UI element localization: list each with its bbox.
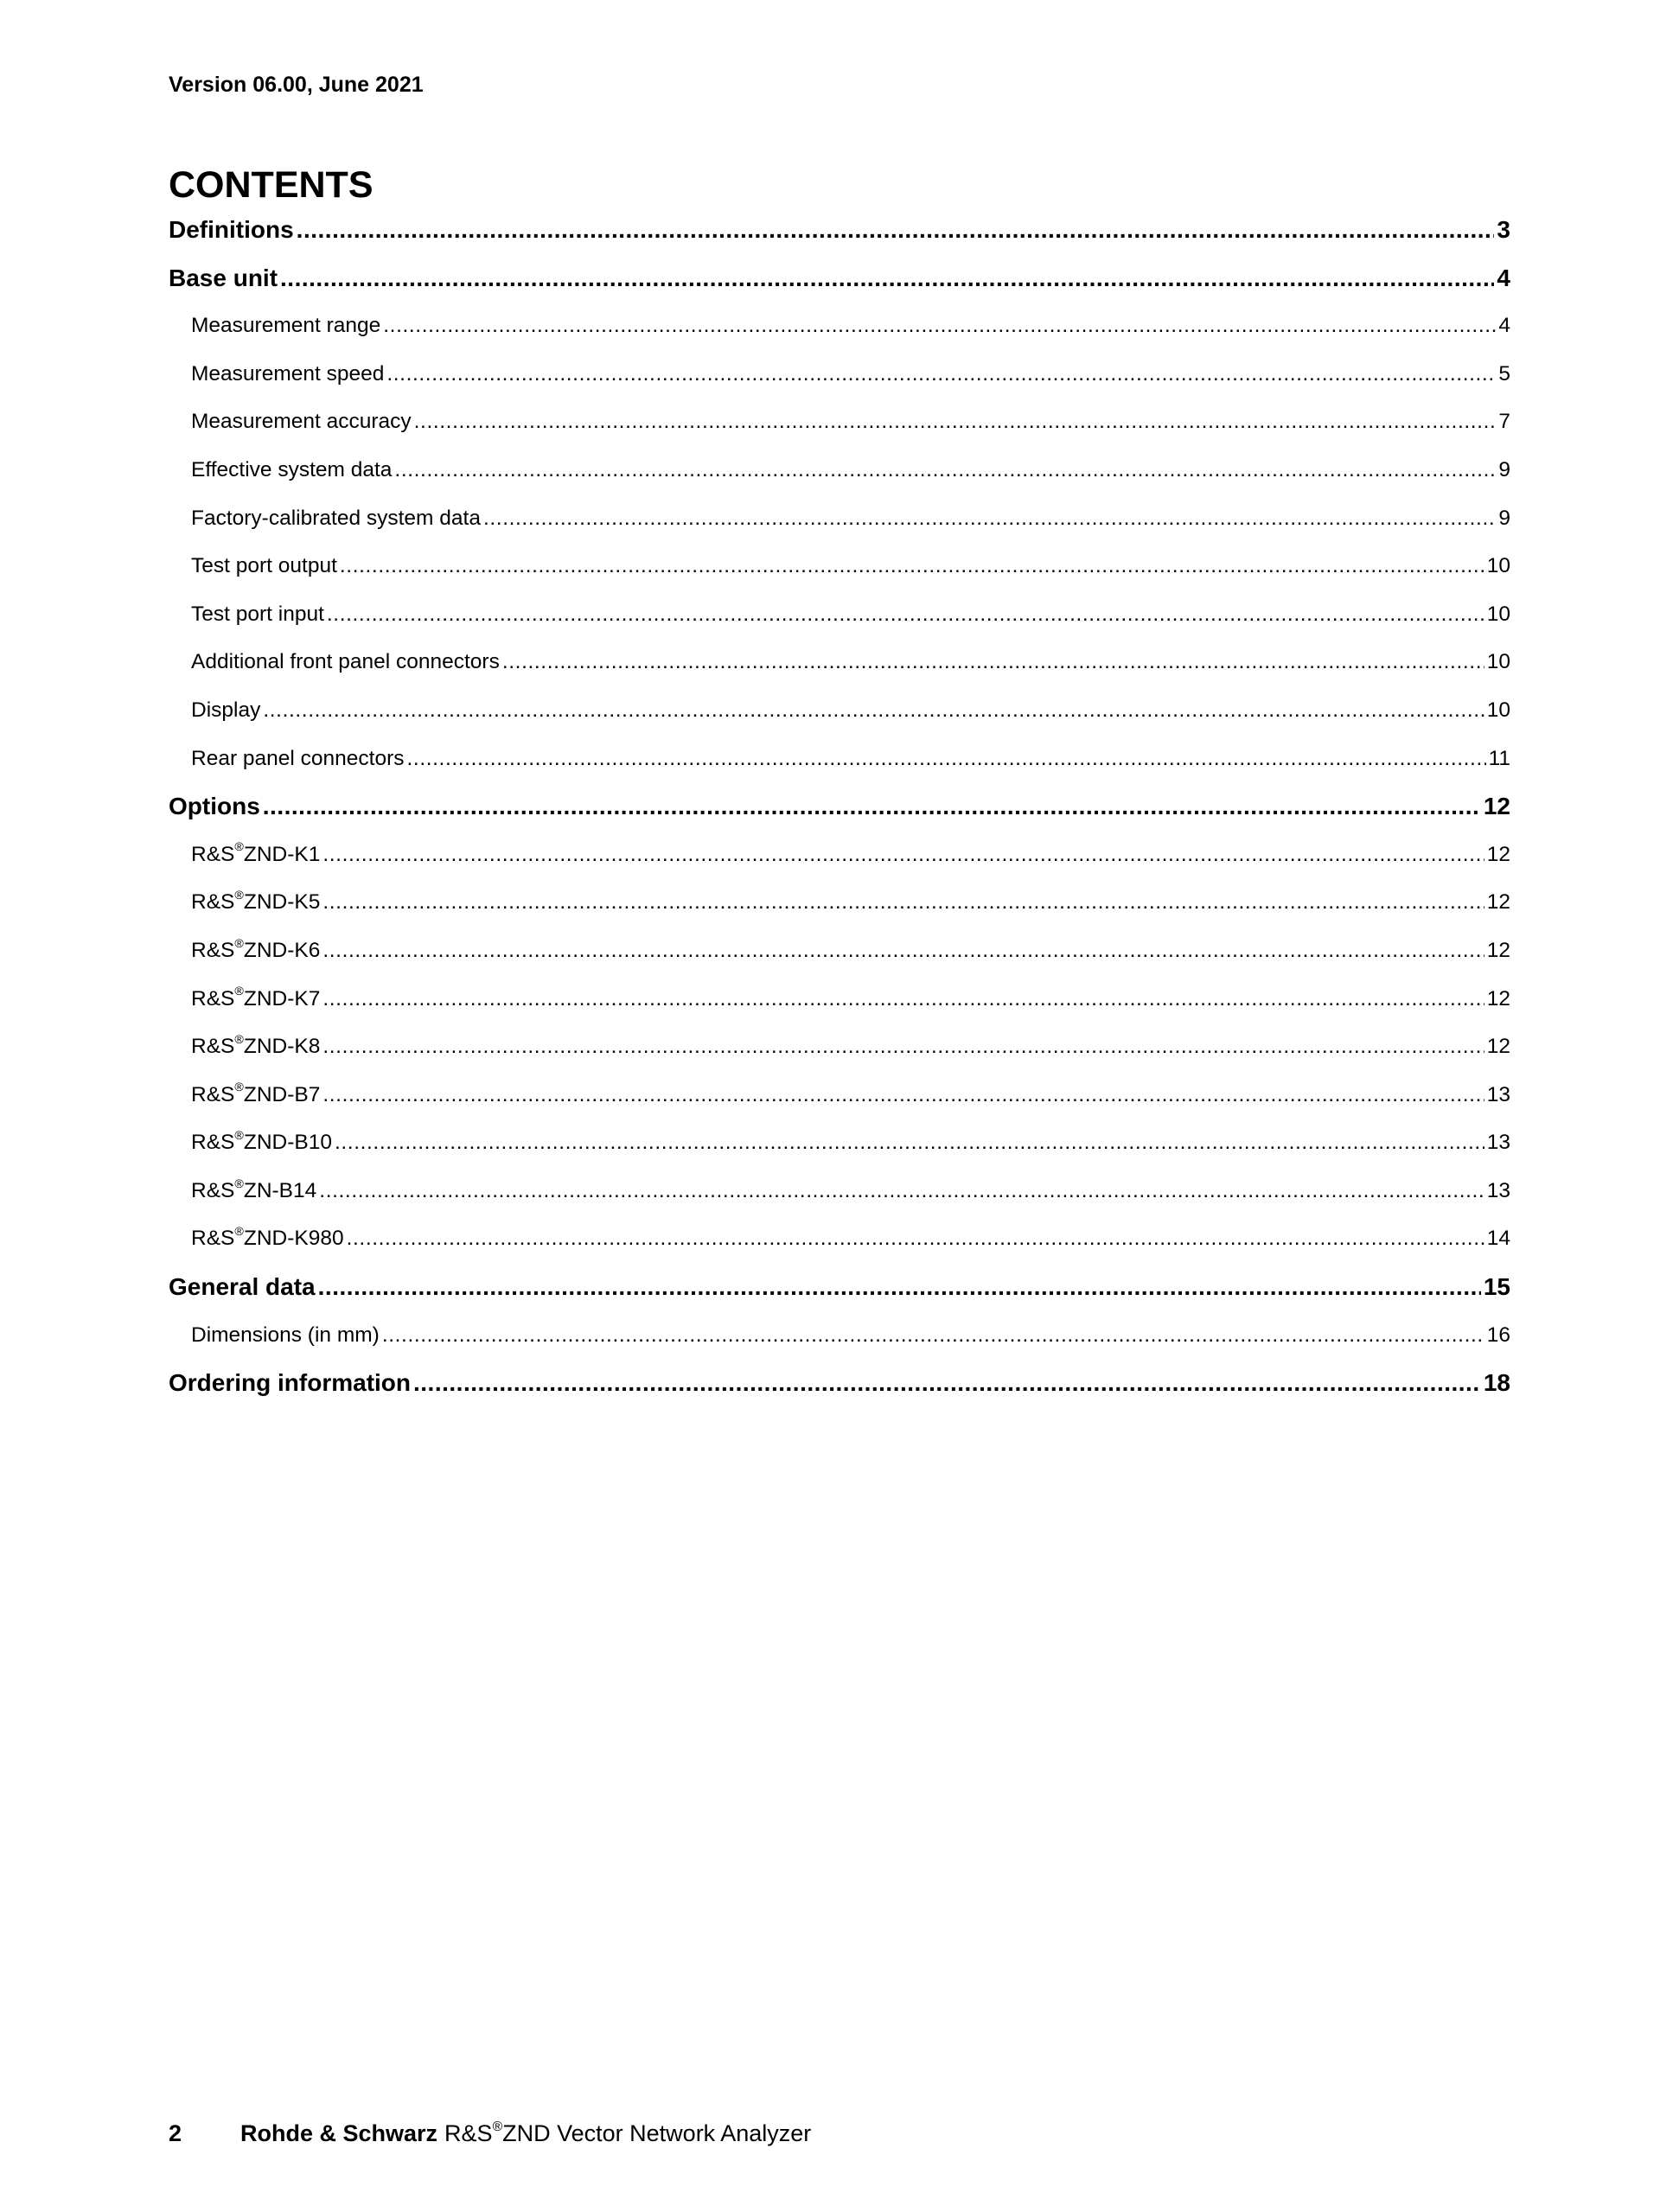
toc-entry-label [191, 1167, 316, 1215]
toc-entry-label [191, 927, 320, 975]
toc-page-number: 18 [1483, 1369, 1510, 1397]
toc-section-entry[interactable] [169, 254, 1510, 303]
toc-entry-label [169, 254, 278, 303]
registered-mark: ® [234, 936, 244, 951]
toc-page-number: 4 [1498, 314, 1510, 338]
toc-entry-model: ZND-K980 [243, 1227, 344, 1251]
toc-section-entry[interactable] [169, 1263, 1510, 1311]
version-header: Version 06.00, June 2021 [169, 73, 424, 97]
toc-entry-model: ZND-B7 [243, 1082, 321, 1106]
toc-subsection-entry[interactable] [169, 1214, 1510, 1263]
toc-dot-leader [327, 590, 1484, 639]
toc-entry-title: Test port input [191, 602, 324, 626]
toc-entry-title: Measurement range [191, 314, 381, 338]
toc-dot-leader [502, 638, 1484, 686]
footer-product-prefix: R&S [444, 2120, 493, 2146]
toc-entry-label [191, 302, 380, 350]
toc-entry-model: ZND-K6 [243, 938, 321, 962]
toc-entry-label [191, 494, 481, 543]
registered-mark: ® [234, 1225, 244, 1240]
footer-product [444, 2120, 811, 2147]
toc-dot-leader [318, 1263, 1481, 1311]
toc-page-number: 14 [1486, 1227, 1510, 1251]
toc-subsection-entry[interactable] [169, 350, 1510, 398]
toc-entry-label [169, 1359, 411, 1407]
toc-entry-label [191, 638, 500, 686]
toc-subsection-entry[interactable] [169, 735, 1510, 783]
toc-subsection-entry[interactable] [169, 542, 1510, 590]
toc-entry-title: R&S [191, 890, 235, 915]
toc-entry-title: R&S [191, 986, 235, 1010]
toc-entry-title: Display [191, 698, 261, 722]
toc-dot-leader [340, 542, 1484, 590]
toc-entry-label [191, 1119, 332, 1167]
toc-entry-label [169, 206, 294, 254]
toc-subsection-entry[interactable] [169, 686, 1510, 735]
toc-dot-leader [319, 1167, 1484, 1215]
toc-entry-label [191, 878, 320, 927]
toc-subsection-entry[interactable] [169, 975, 1510, 1023]
toc-page-number: 12 [1486, 890, 1510, 915]
toc-entry-model: ZND-K8 [243, 1035, 321, 1059]
toc-page-number: 15 [1483, 1273, 1510, 1301]
registered-mark: ® [234, 1032, 244, 1047]
toc-entry-title: Additional front panel connectors [191, 650, 500, 674]
toc-page-number: 12 [1483, 793, 1510, 820]
registered-mark: ® [234, 1129, 244, 1143]
toc-entry-label [191, 350, 384, 398]
toc-page-number: 9 [1498, 506, 1510, 530]
toc-subsection-entry[interactable] [169, 1119, 1510, 1167]
toc-page-number: 12 [1486, 842, 1510, 866]
page-footer [169, 2120, 811, 2147]
toc-page-number: 12 [1486, 938, 1510, 962]
toc-entry-title: R&S [191, 1082, 235, 1106]
toc-subsection-entry[interactable] [169, 398, 1510, 446]
toc-entry-title: General data [169, 1273, 316, 1301]
toc-page-number: 4 [1497, 264, 1510, 291]
toc-dot-leader [322, 878, 1484, 927]
toc-subsection-entry[interactable] [169, 831, 1510, 879]
toc-entry-title: R&S [191, 1131, 235, 1155]
toc-page-number: 5 [1498, 361, 1510, 386]
toc-dot-leader [394, 446, 1496, 494]
toc-dot-leader [407, 735, 1486, 783]
toc-entry-label [191, 1023, 320, 1071]
toc-dot-leader [322, 927, 1484, 975]
toc-entry-label [191, 542, 337, 590]
toc-dot-leader [413, 1359, 1481, 1407]
toc-page-number: 13 [1486, 1131, 1510, 1155]
registered-mark: ® [234, 985, 244, 999]
toc-dot-leader [322, 975, 1484, 1023]
toc-page-number: 10 [1486, 698, 1510, 722]
toc-entry-title: R&S [191, 842, 235, 866]
registered-mark: ® [234, 840, 244, 855]
toc-dot-leader [382, 1311, 1484, 1360]
toc-page-number: 13 [1486, 1178, 1510, 1202]
toc-entry-label [191, 446, 392, 494]
toc-entry-model: ZN-B14 [243, 1178, 317, 1202]
toc-page-number: 16 [1486, 1323, 1510, 1347]
toc-subsection-entry[interactable] [169, 1311, 1510, 1360]
toc-entry-model: ZND-K5 [243, 890, 321, 915]
toc-entry-title: Definitions [169, 216, 294, 243]
toc-subsection-entry[interactable] [169, 1167, 1510, 1215]
toc-entry-label [191, 686, 260, 735]
toc-entry-label [191, 975, 320, 1023]
toc-entry-title: Measurement speed [191, 361, 385, 386]
toc-page-number: 12 [1486, 1035, 1510, 1059]
toc-entry-label [191, 590, 324, 639]
toc-dot-leader [383, 302, 1496, 350]
toc-entry-title: Measurement accuracy [191, 410, 412, 434]
toc-entry-title: Ordering information [169, 1369, 411, 1397]
toc-entry-title: Rear panel connectors [191, 746, 405, 770]
toc-entry-title: Test port output [191, 554, 337, 578]
toc-entry-label [191, 1071, 320, 1119]
toc-page-number: 11 [1488, 746, 1510, 770]
toc-dot-leader [297, 206, 1495, 254]
registered-mark: ® [234, 1081, 244, 1095]
toc-dot-leader [386, 350, 1496, 398]
toc-entry-label [191, 831, 320, 879]
toc-subsection-entry[interactable] [169, 638, 1510, 686]
toc-dot-leader [263, 782, 1481, 831]
toc-entry-model: ZND-K1 [243, 842, 321, 866]
toc-entry-label [169, 782, 260, 831]
toc-subsection-entry[interactable] [169, 1023, 1510, 1071]
toc-entry-title: Effective system data [191, 457, 393, 481]
toc-section-entry[interactable] [169, 1359, 1510, 1407]
toc-entry-label [191, 398, 412, 446]
toc-entry-title: R&S [191, 938, 235, 962]
toc-dot-leader [280, 254, 1494, 303]
toc-subsection-entry[interactable] [169, 302, 1510, 350]
footer-page-number: 2 [169, 2120, 182, 2146]
toc-dot-leader [322, 1023, 1484, 1071]
toc-subsection-entry[interactable] [169, 446, 1510, 494]
toc-page-number: 12 [1486, 986, 1510, 1010]
registered-mark: ® [234, 889, 244, 903]
toc-entry-label [191, 1311, 380, 1360]
registered-mark: ® [492, 2119, 503, 2134]
toc-page-number: 13 [1486, 1082, 1510, 1106]
toc-dot-leader [263, 686, 1484, 735]
toc-dot-leader [414, 398, 1497, 446]
toc-entry-model: ZND-K7 [243, 986, 321, 1010]
toc-subsection-entry[interactable] [169, 590, 1510, 639]
table-of-contents [169, 206, 1510, 1407]
toc-dot-leader [347, 1214, 1484, 1263]
toc-entry-title: R&S [191, 1178, 235, 1202]
toc-entry-title: R&S [191, 1035, 235, 1059]
toc-subsection-entry[interactable] [169, 878, 1510, 927]
toc-section-entry[interactable] [169, 782, 1510, 831]
toc-subsection-entry[interactable] [169, 1071, 1510, 1119]
toc-entry-title: Base unit [169, 264, 278, 291]
toc-entry-label [191, 735, 405, 783]
toc-section-entry[interactable] [169, 206, 1510, 254]
toc-page-number: 9 [1498, 457, 1510, 481]
registered-mark: ® [234, 1176, 244, 1191]
toc-entry-title: Factory-calibrated system data [191, 506, 481, 530]
footer-company: Rohde & Schwarz [240, 2120, 438, 2146]
toc-dot-leader [322, 1071, 1484, 1119]
toc-entry-label [191, 1214, 344, 1263]
toc-entry-label [169, 1263, 316, 1311]
toc-page-number: 3 [1497, 216, 1510, 243]
toc-dot-leader [483, 494, 1496, 543]
footer-product-name: ZND Vector Network Analyzer [502, 2120, 812, 2146]
toc-page-number: 7 [1498, 410, 1510, 434]
toc-page-number: 10 [1486, 602, 1510, 626]
toc-entry-title: R&S [191, 1227, 235, 1251]
toc-dot-leader [322, 831, 1484, 879]
toc-entry-title: Options [169, 793, 260, 820]
toc-entry-title: Dimensions (in mm) [191, 1323, 380, 1347]
toc-dot-leader [335, 1119, 1484, 1167]
toc-subsection-entry[interactable] [169, 494, 1510, 543]
toc-subsection-entry[interactable] [169, 927, 1510, 975]
toc-page-number: 10 [1486, 650, 1510, 674]
toc-entry-model: ZND-B10 [243, 1131, 332, 1155]
toc-page-number: 10 [1486, 554, 1510, 578]
contents-title: CONTENTS [169, 164, 374, 206]
